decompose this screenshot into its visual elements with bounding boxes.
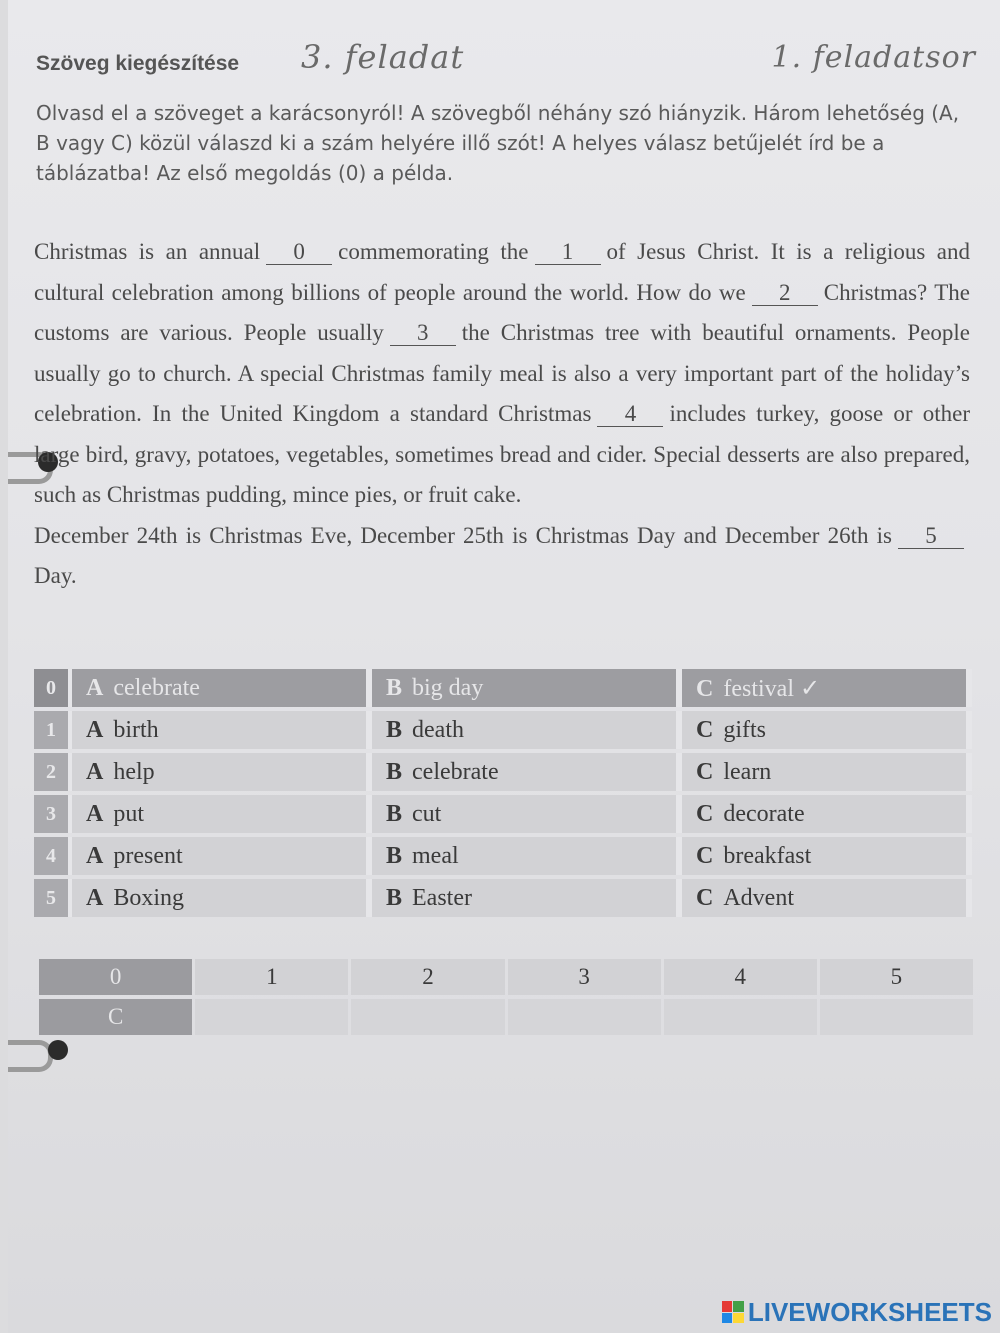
option-number: 3 (34, 795, 72, 833)
option-a[interactable]: A birth (72, 711, 372, 749)
worksheet-page (8, 0, 1000, 1333)
section-title: Szöveg kiegészítése (36, 52, 240, 75)
gap-1[interactable]: 1 (535, 240, 601, 265)
option-c[interactable]: C learn (682, 753, 972, 791)
passage-text: of Jesus Christ. It is a religious and cultural celebration among billions of people around the world. How do we (34, 239, 971, 305)
answer-header-cell: 4 (664, 959, 817, 995)
options-row (34, 879, 972, 917)
passage-text: commemorating the (338, 239, 529, 264)
passage-paragraph (34, 232, 970, 516)
passage-text: includes turkey, goose or other large bird, gravy, potatoes, vegetables, sometimes bread and cider. Special desserts are also prepared, such as Christmas pudding, mince pies, or fruit cake. (34, 401, 970, 507)
option-c[interactable]: C breakfast (682, 837, 972, 875)
option-b[interactable]: B Easter (372, 879, 682, 917)
handwritten-set-number: 1. feladatsor (771, 40, 976, 75)
option-b[interactable]: B cut (372, 795, 682, 833)
option-c[interactable]: C gifts (682, 711, 972, 749)
option-c[interactable]: C Advent (682, 879, 972, 917)
answer-header-cell: 0 (39, 959, 192, 995)
answer-grid-header (39, 959, 973, 995)
logo-square (722, 1301, 733, 1312)
instructions-text: Olvasd el a szöveget a karácsonyról! A szövegből néhány szó hiányzik. Három lehetőség (A, B vagy C) közül válaszd ki a szám helyére illő szót! A helyes válasz betűjelét írd be a táblázatba! Az első megoldás (0) a példa. (36, 101, 960, 185)
binder-ring-icon (8, 1040, 53, 1072)
answer-header-cell: 1 (195, 959, 348, 995)
answer-input-4[interactable] (664, 999, 817, 1035)
answer-input-5[interactable] (820, 999, 973, 1035)
answer-input-1[interactable] (195, 999, 348, 1035)
options-row (34, 711, 972, 749)
option-number: 0 (34, 669, 72, 707)
option-b[interactable]: B death (372, 711, 682, 749)
option-c: C festival ✓ (682, 669, 972, 707)
option-a[interactable]: A put (72, 795, 372, 833)
gap-2[interactable]: 2 (752, 281, 818, 306)
gap-0: 0 (266, 240, 332, 265)
gap-4[interactable]: 4 (597, 402, 663, 427)
brand-text: LIVEWORKSHEETS (747, 1296, 992, 1327)
passage-paragraph (34, 516, 970, 597)
logo-square (722, 1313, 733, 1324)
options-table (34, 665, 972, 921)
answer-grid (36, 955, 976, 1039)
answer-header-cell: 5 (820, 959, 973, 995)
options-row-example (34, 669, 972, 707)
logo-square (733, 1301, 744, 1312)
gap-3[interactable]: 3 (390, 321, 456, 346)
handwritten-task-number: 3. feladat (301, 38, 465, 76)
gap-5[interactable]: 5 (898, 524, 964, 549)
option-a: A celebrate (72, 669, 372, 707)
option-number: 5 (34, 879, 72, 917)
options-row (34, 837, 972, 875)
option-number: 2 (34, 753, 72, 791)
answer-input-3[interactable] (508, 999, 661, 1035)
option-b: B big day (372, 669, 682, 707)
answer-header-cell: 2 (351, 959, 504, 995)
answer-grid-answers (39, 999, 973, 1035)
logo-square (733, 1313, 744, 1324)
worksheet-header (36, 38, 986, 88)
option-c[interactable]: C decorate (682, 795, 972, 833)
option-number: 4 (34, 837, 72, 875)
option-b[interactable]: B celebrate (372, 753, 682, 791)
passage-text: the Christmas tree with beautiful ornaments. People usually go to church. A special Christmas family meal is also a very important part of the holiday’s celebration. In the United Kingdom a standard Christmas (34, 320, 971, 426)
liveworksheets-brand (722, 1297, 992, 1327)
answer-cell-example: C (39, 999, 192, 1035)
options-row (34, 795, 972, 833)
passage-text: Day. (34, 563, 77, 588)
option-a[interactable]: A Boxing (72, 879, 372, 917)
passage-text: Christmas is an annual (34, 239, 261, 264)
punch-hole (48, 1040, 68, 1060)
option-a[interactable]: A help (72, 753, 372, 791)
passage-text: December 24th is Christmas Eve, December 25th is Christmas Day and December 26th is (34, 522, 892, 548)
option-a[interactable]: A present (72, 837, 372, 875)
liveworksheets-logo-icon (722, 1301, 744, 1323)
answer-header-cell: 3 (508, 959, 661, 995)
options-row (34, 753, 972, 791)
passage-text: Christmas? The customs are various. People usually (34, 279, 970, 345)
option-b[interactable]: B meal (372, 837, 682, 875)
answer-input-2[interactable] (351, 999, 504, 1035)
option-number: 1 (34, 711, 72, 749)
reading-passage (34, 232, 970, 597)
